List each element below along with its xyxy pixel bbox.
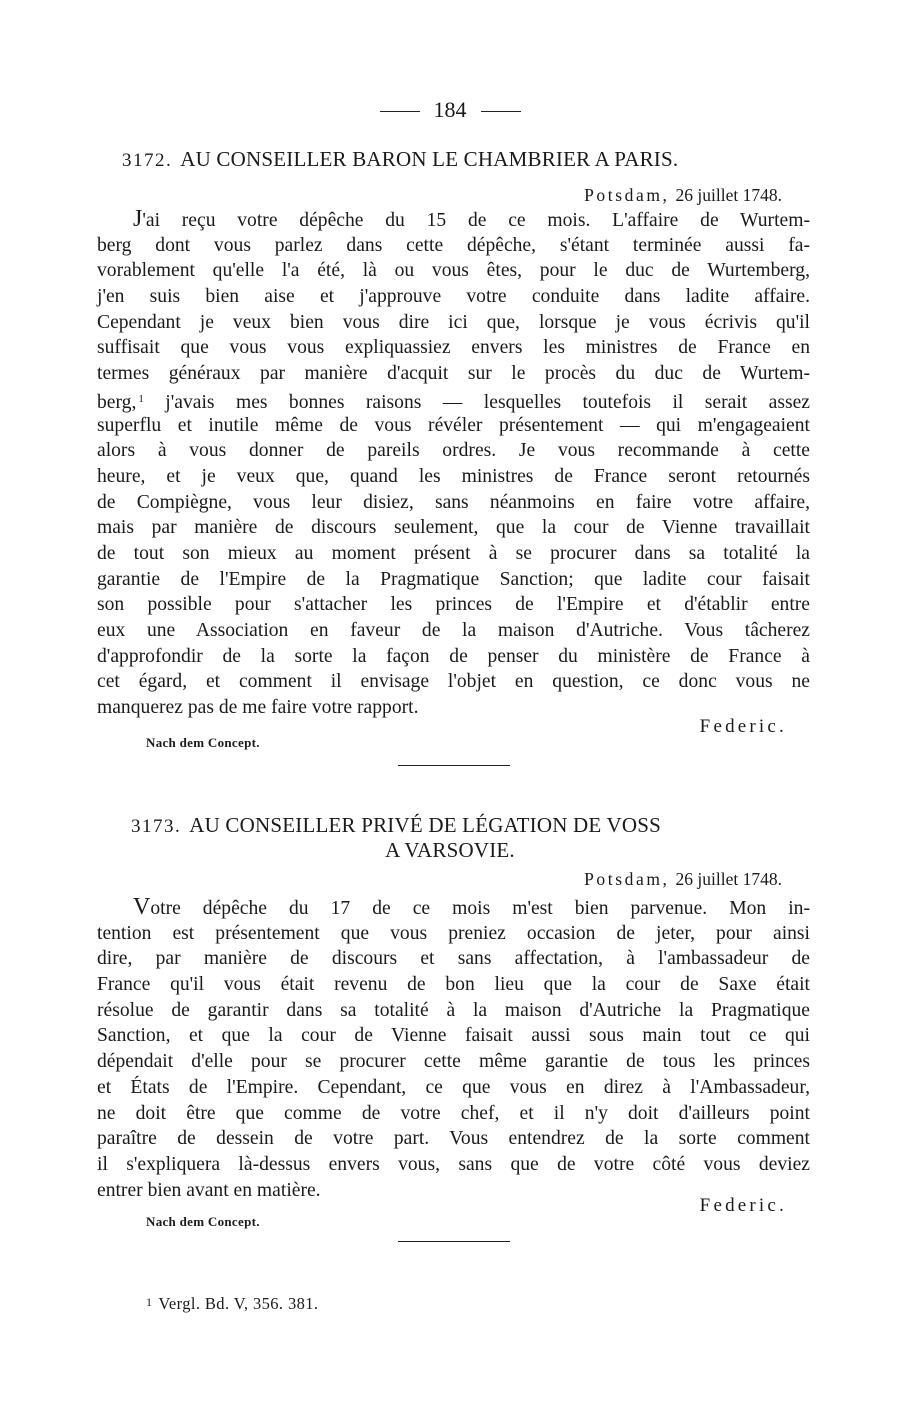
section-divider	[398, 1241, 510, 1242]
body-line: J'ai reçu votre dépêche du 15 de ce mois. L'affaire de Wurtem-	[133, 206, 810, 232]
body-line: entrer bien avant en matière.	[97, 1179, 321, 1201]
footnote	[146, 1294, 318, 1314]
body-line: berg, $^1$ j'avais mes bonnes raisons — lesquelles toutefois il serait assez	[97, 391, 810, 413]
initial-letter: J	[133, 206, 143, 232]
letter-heading	[131, 813, 661, 838]
letter-body	[97, 207, 810, 721]
body-line: ne doit être que comme de votre chef, et il n'y doit d'ailleurs point	[97, 1102, 810, 1124]
body-line: France qu'il vous était revenu de bon lieu que la cour de Saxe était	[97, 974, 810, 996]
body-line: il s'expliquera là-dessus envers vous, sans que de votre côté vous deviez	[97, 1153, 810, 1175]
body-line: garantie de l'Empire de la Pragmatique Sanction; que ladite cour faisait	[97, 568, 810, 590]
body-line: superflu et inutile même de vous révéler présentement — qui m'engageaient	[97, 414, 810, 436]
body-line: vorablement qu'elle l'a été, là ou vous êtes, pour le duc de Wurtemberg,	[97, 260, 810, 282]
body-line: heure, et je veux que, quand les ministres de France seront retournés	[97, 465, 810, 487]
body-line: j'en suis bien aise et j'approuve votre conduite dans ladite affaire.	[97, 286, 810, 308]
body-line: de tout son mieux au moment présent à se procurer dans sa totalité la	[97, 542, 810, 564]
source-note: Nach dem Concept.	[146, 1214, 260, 1229]
signature: Federic.	[699, 716, 787, 737]
body-line: dépendait d'elle pour se procurer cette même garantie de tous les princes	[97, 1051, 810, 1073]
body-line: résolue de garantir dans sa totalité à la maison d'Autriche la Pragmatique	[97, 999, 810, 1021]
body-line: tention est présentement que vous preniez occasion de jeter, pour ainsi	[97, 922, 810, 944]
footnote-text: Vergl. Bd. V, 356. 381.	[158, 1294, 319, 1313]
body-line: Votre dépêche du 17 de ce mois m'est bien parvenue. Mon in-	[133, 894, 810, 920]
body-line: termes généraux par manière d'acquit sur le procès du duc de Wurtem-	[97, 363, 810, 385]
letter-number: 3172.	[122, 150, 173, 171]
dateline-place: Potsdam,	[584, 869, 670, 889]
letter-title: AU CONSEILLER PRIVÉ DE LÉGATION DE VOSS	[189, 813, 661, 837]
letter-title: AU CONSEILLER BARON LE CHAMBRIER A PARIS.	[180, 147, 679, 171]
body-line: eux une Association en faveur de la maison d'Autriche. Vous tâcherez	[97, 620, 810, 641]
source-note: Nach dem Concept.	[146, 735, 260, 750]
body-line: Cependant je veux bien vous dire ici que, lorsque je vous écrivis qu'il	[97, 311, 810, 333]
signature: Federic.	[699, 1195, 787, 1216]
body-line: paraître de dessein de votre part. Vous entendrez de la sorte comment	[97, 1128, 810, 1150]
body-line: suffisait que vous vous expliquassiez envers les ministres de France en	[97, 337, 810, 359]
body-line: de Compiègne, vous leur disiez, sans néanmoins en faire votre affaire,	[97, 491, 810, 513]
dateline-place: Potsdam,	[584, 185, 670, 205]
body-line: alors à vous donner de pareils ordres. Je vous recommande à cette	[97, 440, 810, 462]
body-line: son possible pour s'attacher les princes de l'Empire et d'établir entre	[97, 594, 810, 616]
letter-dateline	[584, 185, 782, 206]
letter-heading-continued: A VARSOVIE.	[385, 838, 515, 862]
page-number: 184	[0, 97, 900, 123]
footnote-reference: 1	[138, 392, 144, 405]
body-line: manquerez pas de me faire votre rapport.	[97, 697, 419, 719]
body-line: Sanction, et que la cour de Vienne faisait aussi sous main tout ce qui	[97, 1025, 810, 1047]
body-line: d'approfondir de la sorte la façon de penser du ministère de France à	[97, 645, 810, 667]
body-line: mais par manière de discours seulement, que la cour de Vienne travaillait	[97, 517, 810, 539]
letter-number: 3173.	[131, 816, 182, 837]
body-line: et États de l'Empire. Cependant, ce que vous en direz à l'Ambassadeur,	[97, 1076, 810, 1098]
body-line: dire, par manière de discours et sans affectation, à l'ambassadeur de	[97, 948, 810, 970]
letter-dateline	[584, 869, 782, 890]
footnote-mark: 1	[146, 1295, 153, 1309]
initial-letter: V	[133, 894, 151, 920]
body-line: cet égard, et comment il envisage l'objet en question, ce donc vous ne	[97, 671, 810, 693]
section-divider	[398, 765, 510, 766]
letter-body	[97, 895, 810, 1203]
letter-heading	[122, 147, 678, 172]
page-number-dash-left	[380, 111, 420, 112]
dateline-date: 26 juillet 1748.	[675, 185, 782, 205]
page-number-dash-right	[481, 111, 521, 112]
body-line: berg dont vous parlez dans cette dépêche, s'étant terminée aussi fa-	[97, 234, 810, 256]
dateline-date: 26 juillet 1748.	[675, 869, 782, 889]
